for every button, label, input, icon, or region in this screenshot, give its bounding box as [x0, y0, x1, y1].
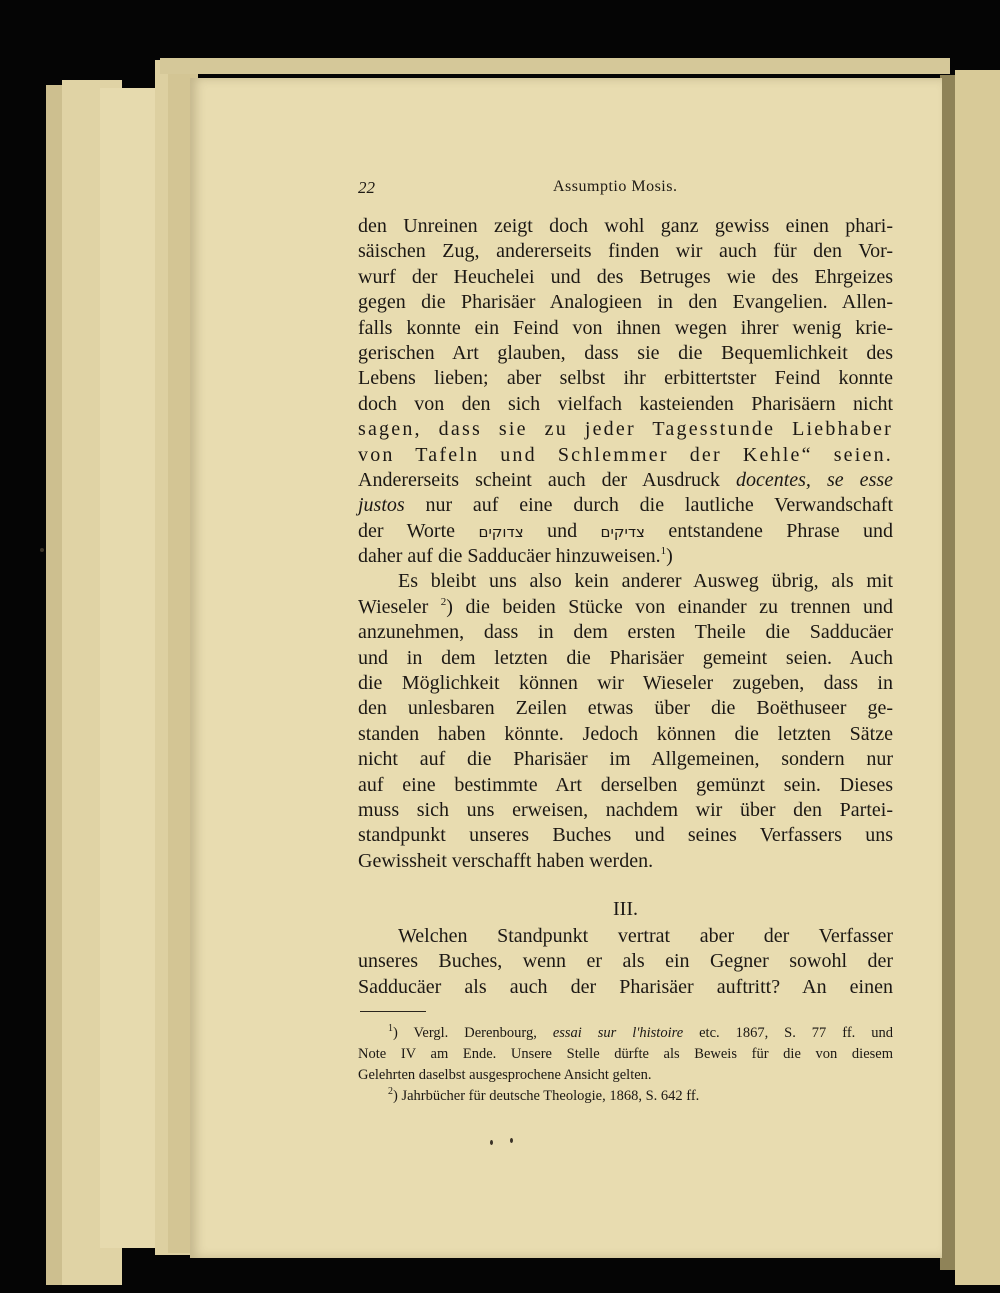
- hebrew-word: צדוקים: [478, 522, 524, 541]
- section-paragraph: [358, 924, 893, 1000]
- text-line: Welchen Standpunkt vertrat aber der Verfasser: [398, 925, 893, 947]
- text-line: den unlesbaren Zeilen etwas über die Boëthuseer ge-: [358, 697, 893, 720]
- text-line: [358, 519, 893, 544]
- footnote-number: 1: [388, 1023, 393, 1034]
- text-fragment: und: [547, 519, 578, 542]
- text-fragment: die beiden Stücke von einander zu trennen und: [465, 595, 894, 618]
- text-line: anzunehmen, dass in dem ersten Theile die Sadducäer: [358, 621, 893, 644]
- book-page: [190, 78, 942, 1258]
- footnote-italic: essai sur l'histoire: [552, 1025, 684, 1041]
- text-fragment: der Worte: [358, 519, 456, 542]
- footnotes: [358, 1023, 893, 1107]
- text-line: gegen die Pharisäer Analogieen in den Evangelien. Allen-: [358, 291, 893, 314]
- running-head: [358, 178, 898, 202]
- text-line: nicht auf die Pharisäer im Allgemeinen, sondern nur: [358, 748, 893, 771]
- text-fragment: entstandene Phrase und: [668, 519, 894, 542]
- text-line: unseres Buches, wenn er als ein Gegner sowohl der: [358, 950, 893, 973]
- paren: ): [446, 595, 453, 618]
- text-line: [358, 544, 893, 569]
- footnote-text: etc. 1867, S. 77 ff. und: [699, 1025, 893, 1041]
- footnote-line: [358, 1086, 893, 1107]
- text-line: Gewissheit verschafft haben werden.: [358, 849, 654, 872]
- text-line: [358, 493, 893, 518]
- footnote-text: ) Vergl. Derenbourg,: [393, 1025, 537, 1041]
- page-edge-top: [160, 58, 950, 74]
- text-fragment: Wieseler: [358, 595, 429, 618]
- italic-word: justos: [358, 494, 405, 517]
- text-line-spaced: von Tafeln und Schlemmer der Kehle“ seien.: [358, 443, 893, 466]
- text-fragment: daher auf die Sadducäer hinzuweisen.: [358, 545, 661, 568]
- text-line: säischen Zug, andererseits finden wir auch für den Vor-: [358, 240, 893, 263]
- paren: ): [666, 545, 673, 568]
- footnote-line: Gelehrten daselbst ausgesprochene Ansicht gelten.: [358, 1067, 652, 1083]
- text-line: und in dem letzten die Pharisäer gemeint seien. Auch: [358, 646, 893, 669]
- italic-phrase: docentes, se esse: [735, 468, 894, 491]
- text-line: muss sich uns erweisen, nachdem wir über den Partei-: [358, 798, 893, 821]
- text-line: auf eine bestimmte Art derselben gemünzt sein. Dieses: [358, 773, 893, 796]
- text-line: falls konnte ein Feind von ihnen wegen ihrer wenig krie-: [358, 316, 893, 339]
- paper-speck: [40, 548, 44, 552]
- text-line: [358, 595, 893, 620]
- hebrew-word: צדיקים: [600, 522, 645, 541]
- text-line: Lebens lieben; aber selbst ihr erbittertster Feind konnte: [358, 367, 893, 390]
- footnote-text: ) Jahrbücher für deutsche Theologie, 1868, S. 642 ff.: [393, 1088, 700, 1104]
- paper-speck: [490, 1140, 493, 1145]
- text-line: standpunkt unseres Buches und seines Verfassers uns: [358, 824, 893, 847]
- text-line: gerischen Art glauben, dass sie die Bequemlichkeit des: [358, 341, 893, 364]
- section-heading: III.: [613, 898, 638, 920]
- body-paragraph: [358, 214, 893, 874]
- paper-speck: [510, 1138, 513, 1143]
- footnote-rule: [360, 1011, 426, 1012]
- text-line: doch von den sich vielfach kasteienden Pharisäern nicht: [358, 392, 893, 415]
- text-line: Sadducäer als auch der Pharisäer auftritt? An einen: [358, 975, 893, 998]
- page-number: 22: [358, 178, 375, 197]
- text-line: die Möglichkeit können wir Wieseler zugeben, dass in: [358, 672, 893, 695]
- text-line: [358, 468, 893, 493]
- text-line: standen haben könnte. Jedoch können die letzten Sätze: [358, 722, 893, 745]
- text-line-spaced: sagen, dass sie zu jeder Tagesstunde Liebhaber: [358, 418, 893, 441]
- text-fragment: Andererseits scheint auch der Ausdruck: [358, 468, 720, 491]
- text-line: wurf der Heuchelei und des Betruges wie des Ehrgeizes: [358, 265, 893, 288]
- running-title: Assumptio Mosis.: [553, 178, 678, 195]
- footnote-line: Note IV am Ende. Unsere Stelle dürfte als Beweis für die von diesem: [358, 1046, 893, 1062]
- footnote-number: 2: [388, 1086, 393, 1097]
- footnote-marker: 2: [440, 595, 447, 608]
- text-fragment: nur auf eine durch die lautliche Verwandschaft: [425, 494, 894, 517]
- text-line: den Unreinen zeigt doch wohl ganz gewiss einen phari-: [358, 215, 893, 237]
- facing-page-edge: [955, 70, 1000, 1285]
- footnote-marker: 1: [660, 545, 667, 558]
- footnote-line: [358, 1023, 893, 1044]
- page-edge: [100, 88, 160, 1248]
- text-line: Es bleibt uns also kein anderer Ausweg übrig, als mit: [398, 570, 893, 593]
